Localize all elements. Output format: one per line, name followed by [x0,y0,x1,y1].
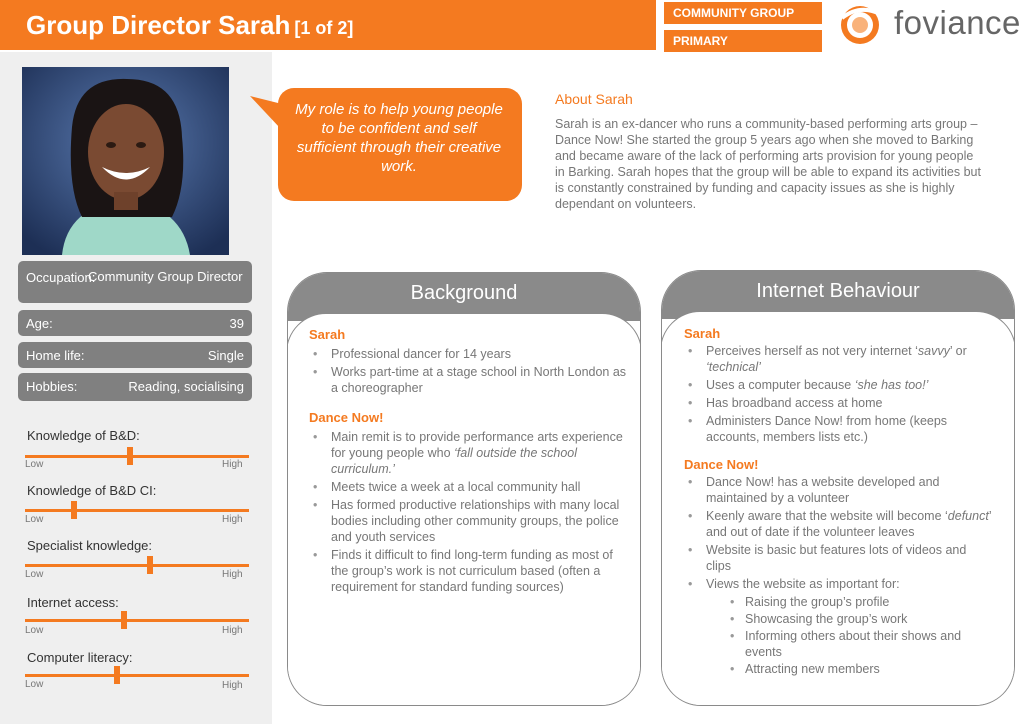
section-heading: Sarah [684,326,721,341]
list-item: • Professional dancer for 14 years [309,346,629,362]
hobbies-label: Hobbies: [26,379,78,394]
logo-wordmark: foviance [894,4,1021,41]
list-item: • Main remit is to provide performance arts experience for young people who ‘fall outside the school curriculum.’ [309,429,629,477]
slider-high-label: High [222,569,243,580]
priority-tag: PRIMARY [664,30,822,52]
portrait-image [22,67,229,255]
occupation-label: Occupation: [26,270,96,285]
foviance-logo [836,4,1021,46]
section-heading: Dance Now! [684,457,759,472]
slider-label: Computer literacy: [27,650,133,665]
slider-low-label: Low [25,459,44,470]
slider-low-label: Low [25,569,44,580]
slider-track [25,564,249,567]
sub-list-item: • Informing others about their shows and events [706,628,994,660]
slider-low-label: Low [25,625,44,636]
age-field [18,310,252,336]
internet-behaviour-title: Internet Behaviour [662,271,1014,319]
background-card [287,272,641,706]
list-item: • Website is basic but features lots of videos and clips [684,542,994,574]
persona-name: Group Director Sarah [26,10,291,40]
occupation-field [18,261,252,303]
page-count: [1 of 2] [294,18,354,38]
quote-text: My role is to help young people to be confident and self sufficient through their creative work. [295,101,503,175]
slider-thumb [121,611,127,629]
about-text: Sarah is an ex-dancer who runs a community-based performing arts group – Dance Now! She started the group 5 years ago when she moved to Barking and became aware of the lack of performing arts provision for young people in Barking. Sarah hopes that the group will be able to expand its activities but is constantly constrained by funding and capacity issues as she is highly dependant on volunteers. [555,117,981,211]
slider-label: Internet access: [27,595,119,610]
list-item: • Has broadband access at home [684,395,994,411]
background-card-body [287,313,641,706]
list-item: • Works part-time at a stage school in North London as a choreographer [309,364,629,396]
slider-track [25,619,249,622]
list-item: • Meets twice a week at a local community hall [309,479,629,495]
list-item: • Has formed productive relationships with many local bodies including other community groups, the police and youth services [309,497,629,545]
about-heading: About Sarah [555,91,633,107]
slider-thumb [114,666,120,684]
slider-low-label: Low [25,679,44,690]
background-title: Background [288,273,640,321]
slider-high-label: High [222,459,243,470]
sub-list-item: • Raising the group’s profile [706,594,994,610]
internet-behaviour-card [661,270,1015,706]
slider-track [25,509,249,512]
age-value: 39 [229,316,244,331]
list-item: • Uses a computer because ‘she has too!’ [684,377,994,393]
sub-list-item: • Showcasing the group’s work [706,611,994,627]
foviance-swirl-icon [836,4,886,46]
slider-thumb [71,501,77,519]
slider-label: Knowledge of B&D CI: [27,483,157,498]
list-item: • Administers Dance Now! from home (keeps accounts, members lists etc.) [684,413,994,445]
hobbies-field [18,373,252,401]
slider-high-label: High [222,514,243,525]
slider-high-label: High [222,680,243,691]
list-item: • Dance Now! has a website developed and maintained by a volunteer [684,474,994,506]
segment-tag: COMMUNITY GROUP [664,2,822,24]
list-item: • Finds it difficult to find long-term funding as most of the group’s work is not curriculum based (often a requirement for standard funding sources) [309,547,629,595]
age-label: Age: [26,316,53,331]
section-heading: Sarah [309,327,346,342]
persona-photo [22,67,229,255]
slider-high-label: High [222,625,243,636]
list-item: • Keenly aware that the website will become ‘defunct’ and out of date if the volunteer leaves [684,508,994,540]
slider-low-label: Low [25,514,44,525]
slider-thumb [147,556,153,574]
internet-card-body [661,311,1015,706]
section-heading: Dance Now! [309,410,384,425]
home-life-value: Single [207,348,244,363]
slider-thumb [127,447,133,465]
slider-track [25,674,249,677]
home-life-label: Home life: [26,348,85,363]
list-item: • Views the website as important for: • Raising the group’s profile • Showcasing the group’s work • Informing others about their shows and events • Attracting new members [684,576,994,677]
sub-list-item: • Attracting new members [706,661,994,677]
list-item: • Perceives herself as not very internet ‘savvy’ or ‘technical’ [684,343,994,375]
slider-track [25,455,249,458]
slider-label: Knowledge of B&D: [27,428,140,443]
home-life-field [18,342,252,368]
hobbies-value: Reading, socialising [128,379,244,394]
occupation-value: Community Group Director [88,269,243,284]
slider-label: Specialist knowledge: [27,538,153,553]
page-title [26,10,353,41]
